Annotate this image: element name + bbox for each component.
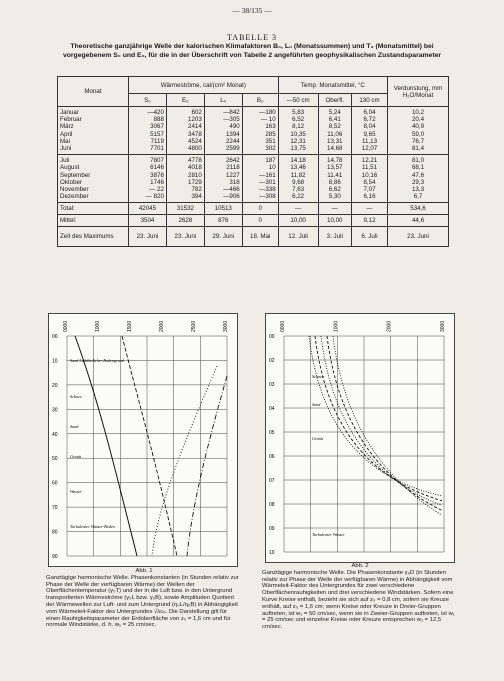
- cell-value: 13,31: [327, 137, 343, 145]
- left-tick-label: 04: [269, 406, 275, 412]
- month-cell: [58, 155, 129, 203]
- cell-value: 285: [265, 130, 276, 138]
- material-label: Schnee: [70, 394, 82, 399]
- cell-value: 187: [265, 157, 276, 165]
- cell-value: 490: [229, 123, 240, 131]
- curve-dashdot: [187, 376, 227, 556]
- row-label: Zeit des Maximums: [58, 227, 129, 247]
- cell-value: September: [60, 171, 91, 179]
- figure-1-text: Ganztägige harmonische Welle. Phasenkonstanten (in Stunden relativ zur Phase der Welle der verfügbaren Wärme) der Wellen der Oberflächentemperatur (γ₀T) und der in die Luft bzw. in den Untergrund transportierten Wärmeströme (γ₀L bzw. γ₀B), sowie Amplituden Quotient der Wärmewellen zur Luft- und zum Untergrund (η₀L/η₀B) in Abhängigkeit vom Wärmeleit-Faktor des Untergrundes √λcₚ. Die Darstellung gilt für einen Rauhigkeitsparameter der Erdoberfläche von z₀ = 1,6 cm und für normale Windstärke, d. h. w₁ = 25 cm/sec.: [46, 574, 239, 629]
- cell-value: 12,21: [361, 157, 378, 165]
- left-tick-label: 00: [52, 334, 58, 340]
- table-cell: 12. Juli: [278, 227, 318, 247]
- cell-value: 2810: [188, 171, 202, 179]
- cell-value: Februar: [60, 116, 82, 124]
- curve-dotted: [152, 366, 217, 556]
- cell-value: 7807: [150, 157, 164, 165]
- cell-value: 81,0: [411, 157, 425, 165]
- cell-value: 4018: [188, 164, 202, 172]
- table-caption: Theoretische ganzjährige Welle der kalorischen Klimafaktoren B₀, L₀ (Monatssummen) und T₂ (Monatsmittel) bei vorgegebenem S₀ und E₀, für die in der Überschrift von Tabelle 2 angeführten geophysikalischen Zustandsparameter: [62, 43, 442, 59]
- material-label: Turbulenter Wasser: [312, 532, 345, 537]
- table-cell: 2628: [166, 215, 204, 227]
- table-cell: 10,00: [278, 215, 318, 227]
- material-label: Turbulenter Wasser-Boden: [70, 524, 115, 529]
- material-label: Wasser: [70, 489, 82, 494]
- table-cell: —: [352, 203, 388, 215]
- cell-value: Oktober: [60, 178, 83, 186]
- top-tick-label: 3000: [440, 320, 446, 332]
- month-cell: [58, 107, 129, 155]
- cell-value: —906: [223, 193, 240, 201]
- table-cell: 876: [204, 215, 242, 227]
- cell-value: 2244: [225, 137, 240, 145]
- curve-dashed: [122, 336, 177, 556]
- cell-value: 76,7: [411, 137, 425, 145]
- cell-value: 7,63: [292, 186, 305, 194]
- curve-4: [333, 336, 442, 515]
- left-tick-label: 10: [52, 358, 58, 365]
- cell-value: 782: [191, 186, 202, 194]
- cell-value: —420: [147, 109, 164, 116]
- cell-value: 6,72: [363, 116, 376, 124]
- table-label: TABELLE 3: [227, 33, 277, 42]
- table-cell: [352, 155, 388, 203]
- col-header-verdunstung: Verdunstung, mm H₂O/Monat: [388, 77, 449, 107]
- table-cell: 42045: [129, 203, 167, 215]
- cell-value: März: [60, 123, 74, 131]
- cell-value: 5,30: [328, 193, 341, 201]
- cell-value: 1227: [225, 171, 240, 179]
- cell-value: 29,3: [411, 178, 425, 186]
- cell-value: —842: [223, 109, 240, 116]
- left-tick-label: 03: [269, 382, 275, 388]
- table-cell: 6. Juli: [352, 227, 388, 247]
- table-cell: [242, 155, 278, 203]
- cell-value: —308: [259, 193, 276, 201]
- sub-header: B₀: [242, 94, 278, 107]
- material-label: Granit: [70, 454, 82, 459]
- table-cell: —: [318, 203, 352, 215]
- left-tick-label: 20: [52, 382, 58, 389]
- cell-value: 9,65: [363, 130, 376, 138]
- figure-2-caption: [262, 563, 458, 631]
- cell-value: 2642: [225, 157, 240, 165]
- figure-2-title: Abb. 2: [351, 563, 369, 569]
- table-cell: 3. Juli: [318, 227, 352, 247]
- cell-value: 13,75: [290, 145, 306, 153]
- table-cell: [278, 155, 318, 203]
- left-tick-label: 07: [269, 478, 275, 484]
- figure-1-caption: [46, 568, 242, 629]
- cell-value: 6,22: [292, 193, 305, 201]
- cell-value: 12,31: [290, 137, 306, 145]
- table-row-total: [58, 203, 449, 215]
- table-cell: —: [278, 203, 318, 215]
- data-table: [57, 76, 449, 247]
- cell-value: 4524: [188, 137, 202, 145]
- cell-value: 5,24: [328, 109, 341, 116]
- cell-value: Januar: [60, 109, 79, 116]
- table-cell: [129, 107, 167, 155]
- cell-value: 7,07: [363, 186, 376, 194]
- top-tick-label: 2000: [386, 320, 393, 332]
- left-tick-label: 06: [269, 454, 275, 460]
- left-tick-label: 40: [52, 431, 58, 438]
- left-tick-label: 02: [269, 358, 275, 364]
- col-header-temp: Temp. Monatsmittel, °C: [278, 77, 387, 94]
- table-cell: 29. Juni: [204, 227, 242, 247]
- cell-value: 602: [191, 109, 202, 116]
- cell-value: 8,52: [328, 123, 341, 131]
- cell-value: 11,82: [290, 171, 306, 179]
- cell-value: 7119: [150, 137, 164, 145]
- cell-value: 11,06: [327, 130, 343, 138]
- cell-value: Mai: [60, 137, 70, 145]
- cell-value: 4800: [188, 145, 202, 153]
- cell-value: 6,16: [363, 193, 376, 201]
- cell-value: 40,9: [411, 123, 425, 131]
- cell-value: 13,57: [327, 164, 343, 172]
- cell-value: 11,41: [327, 171, 343, 179]
- cell-value: 163: [265, 123, 276, 131]
- cell-value: 8,86: [328, 178, 341, 186]
- left-tick-label: 05: [269, 430, 275, 436]
- col-header-monat: Monat: [58, 77, 129, 107]
- top-tick-label: 1000: [95, 320, 101, 332]
- sub-header: L₀: [204, 94, 242, 107]
- table-cell: 23. Juni: [129, 227, 167, 247]
- top-tick-label: 2500: [191, 320, 197, 332]
- top-tick-label: 2000: [159, 320, 165, 332]
- cell-value: 4778: [188, 157, 202, 165]
- table-cell: 10513: [204, 203, 242, 215]
- table-cell: 9,12: [352, 215, 388, 227]
- cell-value: —466: [223, 186, 240, 194]
- cell-value: 10: [268, 164, 276, 172]
- cell-value: —305: [223, 116, 240, 124]
- cell-value: 10,16: [361, 171, 378, 179]
- cell-value: Juli: [60, 157, 70, 165]
- cell-value: 6,52: [292, 116, 305, 124]
- table-cell: [204, 155, 242, 203]
- sub-header: Oberfl.: [318, 94, 352, 107]
- cell-value: 11,51: [361, 164, 378, 172]
- material-label: Schnee: [312, 374, 324, 379]
- cell-value: 81,4: [411, 145, 425, 153]
- top-tick-label: 1000: [333, 320, 340, 332]
- cell-value: 11,13: [361, 137, 378, 145]
- table-cell: 10,00: [318, 215, 352, 227]
- table-cell: 0: [242, 203, 278, 215]
- cell-value: 12,07: [361, 145, 378, 153]
- table-cell: [352, 107, 388, 155]
- figure-2: [265, 313, 455, 563]
- cell-value: 394: [191, 193, 202, 201]
- left-tick-label: 60: [52, 480, 58, 487]
- table-cell: [278, 107, 318, 155]
- table-cell: [166, 155, 204, 203]
- table-cell: 23. Juni: [388, 227, 449, 247]
- cell-value: 6,41: [328, 116, 341, 124]
- cell-value: 7701: [150, 145, 164, 153]
- cell-value: 1203: [188, 116, 202, 124]
- cell-value: 5,83: [292, 109, 305, 116]
- cell-value: 6,62: [328, 186, 341, 194]
- left-tick-label: 80: [52, 529, 58, 536]
- cell-value: 59,0: [411, 130, 425, 138]
- cell-value: 9,68: [292, 178, 305, 186]
- table-cell: 23. Juni: [166, 227, 204, 247]
- cell-value: 6,04: [363, 109, 376, 116]
- cell-value: 14,78: [327, 157, 343, 165]
- cell-value: — 22: [149, 186, 164, 194]
- top-tick-label: 1500: [127, 320, 133, 332]
- cell-value: 1729: [188, 178, 202, 186]
- cell-value: 13,46: [290, 164, 306, 172]
- cell-value: Juni: [60, 145, 72, 153]
- left-tick-label: 10: [269, 550, 275, 556]
- cell-value: 8,54: [363, 178, 376, 186]
- table-cell: [388, 155, 449, 203]
- curve-3: [327, 336, 442, 510]
- cell-value: 302: [265, 145, 276, 153]
- row-label: Total:: [58, 203, 129, 215]
- figure-2-text: Ganztägige harmonische Welle. Die Phasenkonstante γ₀D (in Stunden relativ zur Phase der Welle der verfügbaren Wärme) in Abhängigkeit vom Wärmeleit-Faktor des Untergrundes für zwei verschiedene Oberflächenrauhigkeiten und drei verschiedene Windstärken. Sofern eine Kurve Kreise enthält, bezieht sie sich auf z₀ = 0,8 cm, sofern sie Kreuze enthält, auf z₀ = 1,6 cm; wenn Kreise oder Kreuze in Dreier-Gruppen auftreten, ist w₁ = 50 cm/sec, wenn sie in Zweier-Gruppen auftreten, ist w₁ = 25 cm/sec und einzelne Kreise oder Kreuze entsprechen w₁ = 12,5 cm/sec.: [262, 569, 455, 631]
- cell-value: 1746: [150, 178, 164, 186]
- cell-value: Dezember: [60, 193, 89, 201]
- cell-value: 6146: [150, 164, 164, 172]
- figure-2-plot: [266, 314, 454, 562]
- left-tick-label: 09: [269, 526, 275, 532]
- cell-value: —180: [259, 109, 276, 116]
- figure-1: [48, 313, 238, 567]
- table-row: [58, 155, 449, 203]
- cell-value: 8,12: [292, 123, 305, 131]
- top-tick-label: 0000: [280, 320, 286, 332]
- top-tick-label: 0000: [63, 320, 69, 332]
- cell-value: April: [60, 130, 73, 138]
- left-tick-label: 30: [52, 407, 58, 414]
- table-cell: [129, 155, 167, 203]
- curve-solid: [75, 336, 137, 556]
- cell-value: 888: [153, 116, 164, 124]
- cell-value: 10,35: [290, 130, 306, 138]
- row-label: Mittel:: [58, 215, 129, 227]
- cell-value: 2599: [225, 145, 240, 153]
- cell-value: — 820: [145, 193, 164, 201]
- cell-value: 14,68: [327, 145, 343, 153]
- material-label: Sand Luftähnlicher Bodengrund: [70, 358, 124, 363]
- cell-value: 1394: [225, 130, 240, 138]
- table-cell: [318, 155, 352, 203]
- cell-value: —161: [259, 171, 276, 179]
- table-row-maxima: [58, 227, 449, 247]
- cell-value: 47,6: [411, 171, 425, 179]
- left-tick-label: 90: [52, 554, 58, 560]
- table-cell: 18. Mai: [242, 227, 278, 247]
- table-row-mean: [58, 215, 449, 227]
- cell-value: November: [60, 186, 89, 194]
- page-number: — 38/135 —: [232, 6, 272, 15]
- table-cell: 44,6: [388, 215, 449, 227]
- cell-value: 68,1: [411, 164, 425, 172]
- table-cell: 0: [242, 215, 278, 227]
- cell-value: — 10: [260, 116, 276, 124]
- sub-header: S₀: [129, 94, 167, 107]
- top-tick-label: 3000: [223, 320, 229, 332]
- cell-value: 10,2: [411, 109, 425, 116]
- table-cell: [204, 107, 242, 155]
- cell-value: 3067: [150, 123, 164, 131]
- cell-value: 20,4: [411, 116, 425, 124]
- cell-value: 8,04: [363, 123, 376, 131]
- material-label: Sand: [312, 402, 321, 407]
- col-header-waerme: Wärmeströme, cal/(cm² Monat): [129, 77, 279, 94]
- cell-value: 2118: [226, 164, 240, 172]
- left-tick-label: 50: [52, 456, 58, 463]
- left-tick-label: 70: [52, 505, 58, 512]
- cell-value: 14,18: [290, 157, 306, 165]
- figure-1-title: Abb. 1: [135, 568, 153, 574]
- cell-value: 2414: [188, 123, 202, 131]
- left-tick-label: 08: [269, 502, 275, 508]
- material-label: Sand: [70, 424, 79, 429]
- material-label: Granit: [312, 436, 324, 441]
- table-cell: 3504: [129, 215, 167, 227]
- sub-header: E₀: [166, 94, 204, 107]
- cell-value: 351: [265, 137, 276, 145]
- left-tick-label: 00: [269, 334, 275, 340]
- cell-value: 5157: [150, 130, 164, 138]
- figure-1-plot: [49, 314, 237, 566]
- table-cell: [242, 107, 278, 155]
- cell-value: 3478: [188, 130, 202, 138]
- cell-value: August: [60, 164, 80, 172]
- cell-value: 3876: [150, 171, 164, 179]
- table-row: [58, 107, 449, 155]
- cell-value: —338: [259, 186, 276, 194]
- curve-1: [315, 336, 442, 501]
- sub-header: —50 cm: [278, 94, 318, 107]
- table-cell: 534,6: [388, 203, 449, 215]
- cell-value: 13,3: [411, 186, 425, 194]
- table-cell: [388, 107, 449, 155]
- table-cell: [318, 107, 352, 155]
- cell-value: —301: [259, 178, 276, 186]
- cell-value: 318: [229, 178, 240, 186]
- sub-header: 130 cm: [352, 94, 388, 107]
- cell-value: 6,7: [413, 193, 423, 201]
- table-cell: 31532: [166, 203, 204, 215]
- table-cell: [166, 107, 204, 155]
